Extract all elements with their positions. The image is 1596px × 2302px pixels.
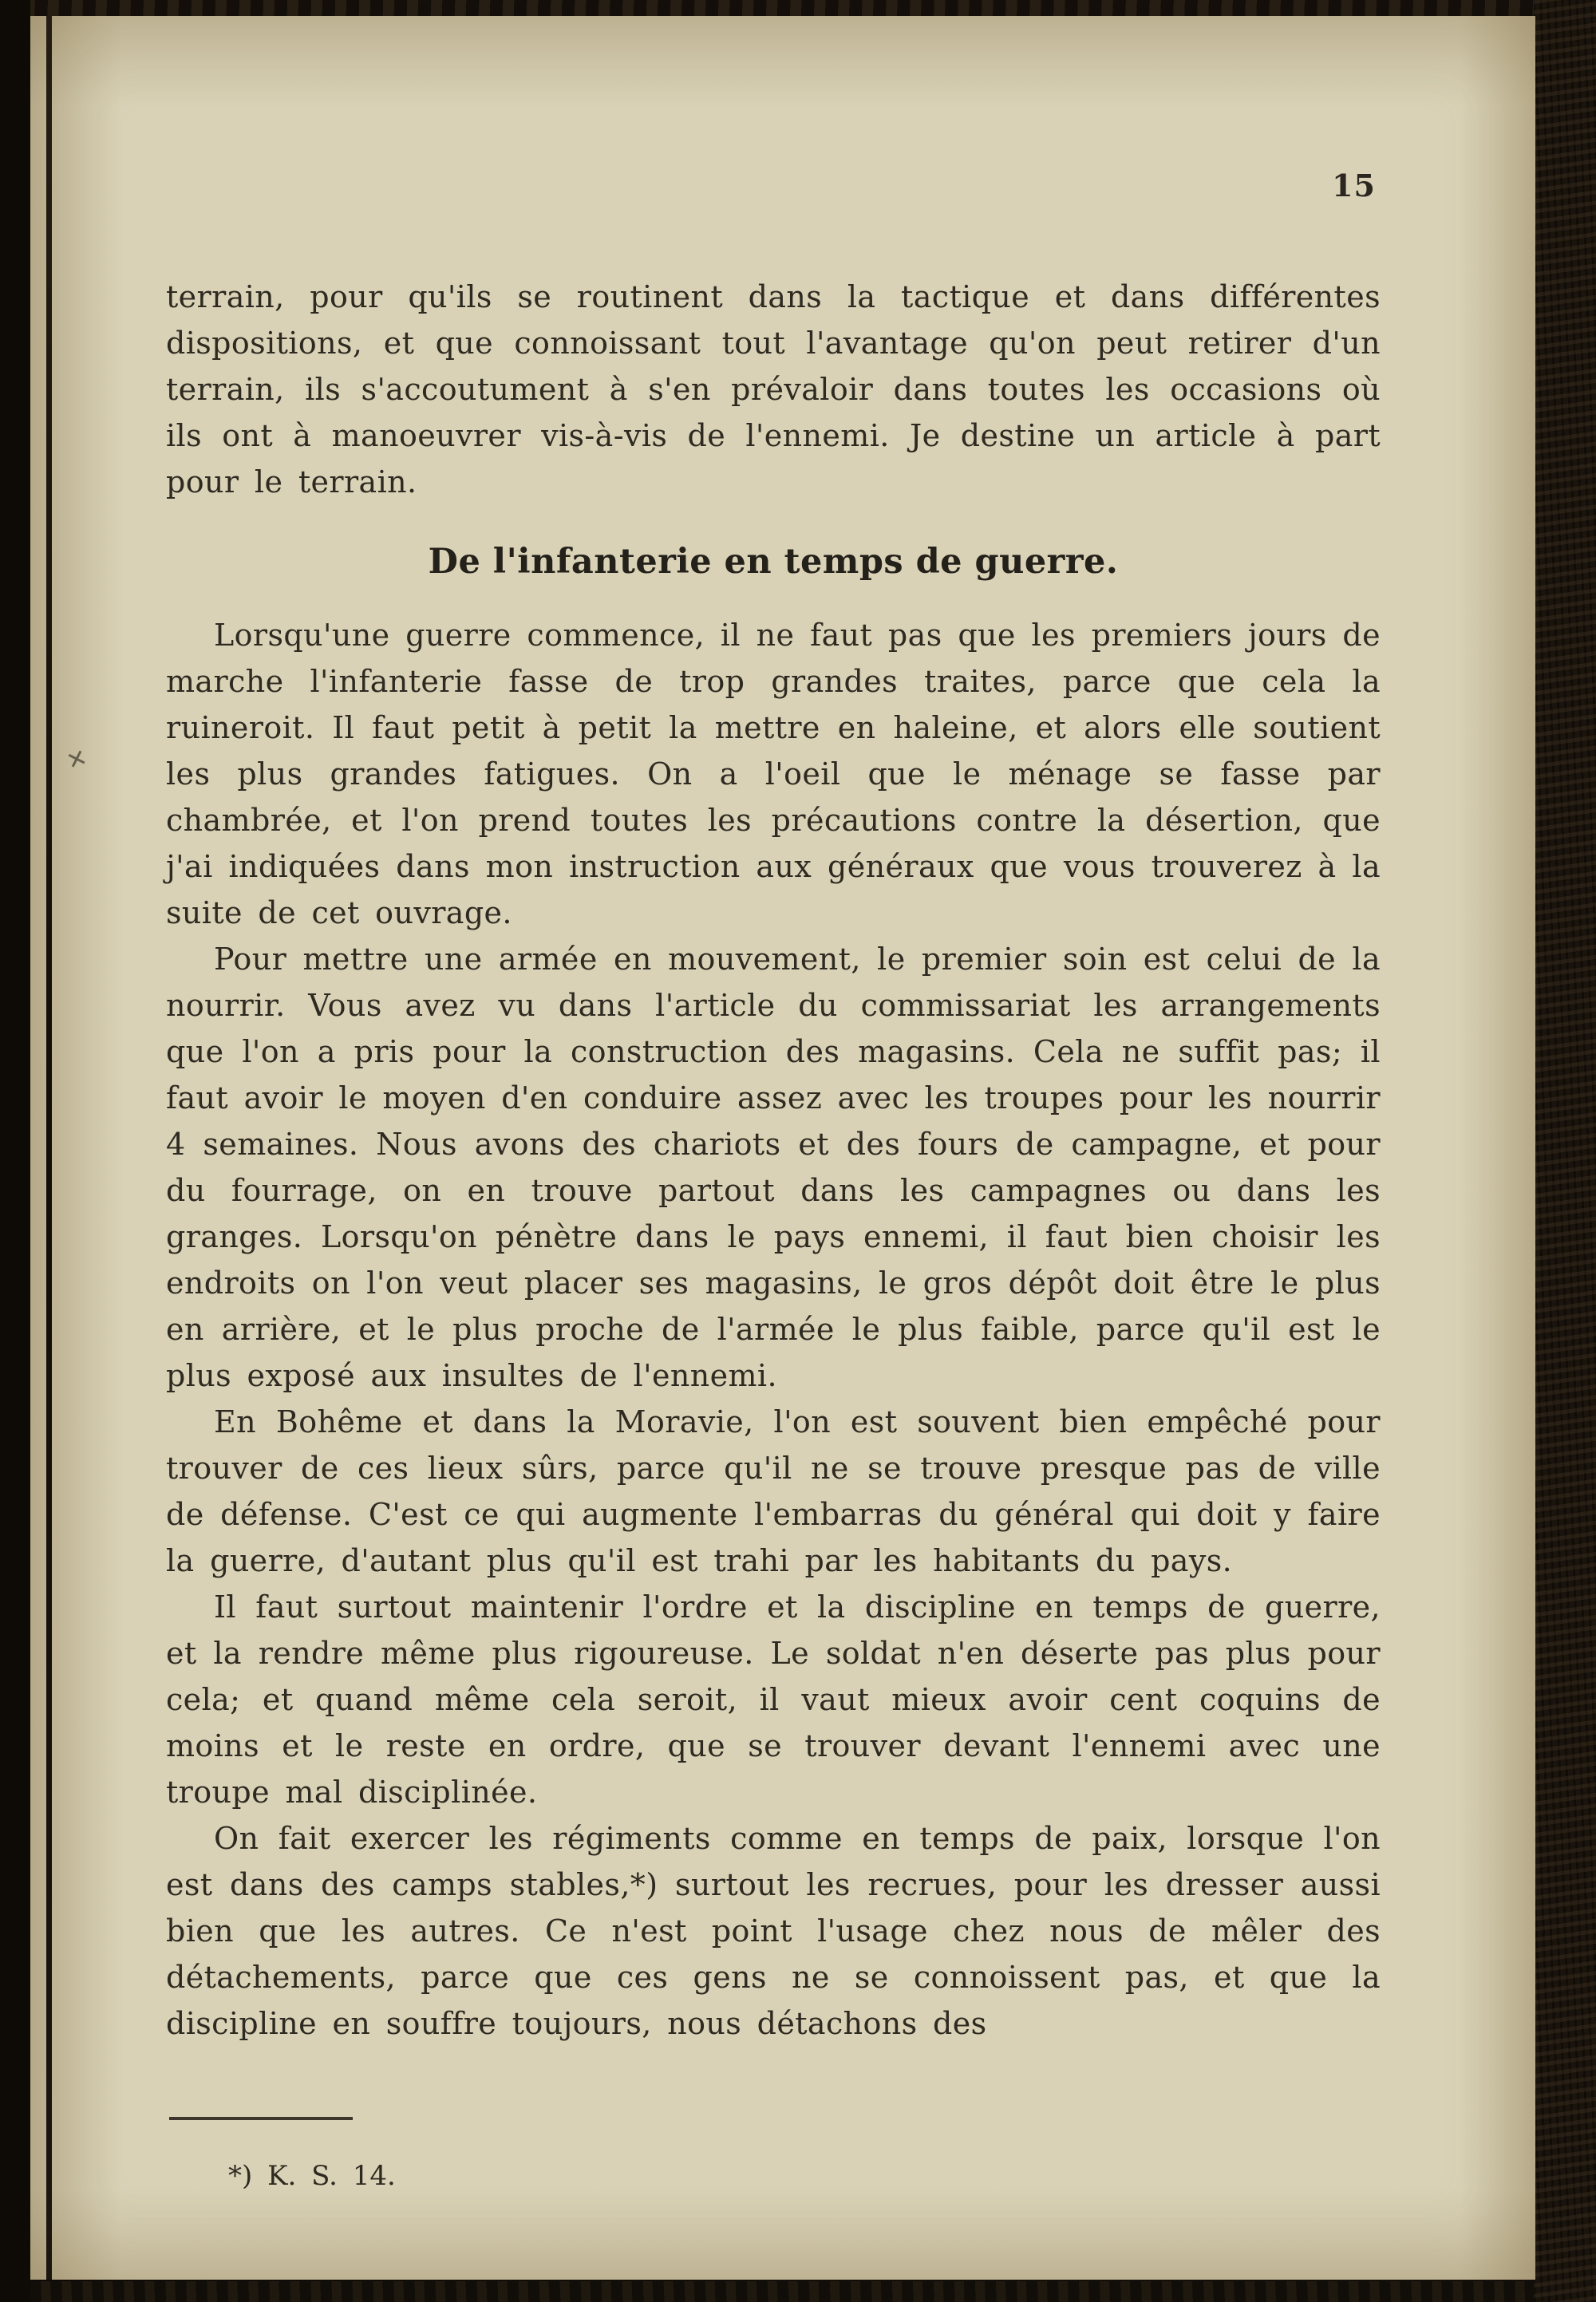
footnote-block: [166, 2117, 1381, 2193]
page-content: [166, 168, 1381, 2193]
footnote-divider: [169, 2117, 353, 2120]
body-paragraph: Pour mettre une armée en mouvement, le premier soin est celui de la nourrir. Vous avez vu dans l'article du commissariat les arrangements que l'on a pris pour la construction des magasins. Cela ne suffit pas; il faut avoir le moyen d'en conduire assez avec les troupes pour les nourrir 4 semaines. Nous avons des chariots et des fours de campagne, et pour du fourrage, on en trouve partout dans les campagnes ou dans les granges. Lorsqu'on pénètre dans le pays ennemi, il faut bien choisir les endroits on l'on veut placer ses magasins, le gros dépôt doit être le plus en arrière, et le plus proche de l'armée le plus faible, parce qu'il est le plus exposé aux insultes de l'ennemi.: [166, 942, 1381, 1393]
book-cover-top-edge: [0, 0, 1596, 16]
body-paragraph: En Bohême et dans la Moravie, l'on est souvent bien empêché pour trouver de ces lieux sûrs, parce qu'il ne se trouve presque pas de ville de défense. C'est ce qui augmente l'embarras du général qui doit y faire la guerre, d'autant plus qu'il est trahi par les habitants du pays.: [166, 1404, 1381, 1578]
footnote: *) K. S. 14.: [228, 2160, 396, 2192]
book-page: [30, 16, 1535, 2280]
page-gutter-line: [46, 16, 52, 2280]
page-number: 15: [1332, 168, 1376, 203]
book-cover-right-edge: [1534, 0, 1596, 2302]
body-paragraph: Lorsqu'une guerre commence, il ne faut pas que les premiers jours de marche l'infanterie fasse de trop grandes traites, parce que cela la ruineroit. Il faut petit à petit la mettre en haleine, et alors elle soutient les plus grandes fatigues. On a l'oeil que le ménage se fasse par chambrée, et l'on prend toutes les précautions contre la désertion, que j'ai indiquées dans mon instruction aux généraux que vous trouverez à la suite de cet ouvrage.: [166, 618, 1381, 930]
section-heading: De l'infanterie en temps de guerre.: [428, 542, 1119, 582]
body-paragraph-intro: terrain, pour qu'ils se routinent dans la tactique et dans différentes dispositions, et que connoissant tout l'avantage qu'on peut retirer d'un terrain, ils s'accoutument à s'en prévaloir dans toutes les occasions où ils ont à manoeuvrer vis-à-vis de l'ennemi. Je destine un article à part pour le terrain.: [166, 279, 1381, 499]
body-paragraph: On fait exercer les régiments comme en temps de paix, lorsque l'on est dans des camps stables,*) surtout les recrues, pour les dresser aussi bien que les autres. Ce n'est point l'usage chez nous de mêler des détachements, parce que ces gens ne se connoissent pas, et que la discipline en souffre toujours, nous détachons des: [166, 1821, 1381, 2041]
book-cover-left-edge: [0, 0, 30, 2302]
body-paragraph: Il faut surtout maintenir l'ordre et la discipline en temps de guerre, et la rendre même plus rigoureuse. Le soldat n'en déserte pas plus pour cela; et quand même cela seroit, il vaut mieux avoir cent coquins de moins et le reste en ordre, que se trouver devant l'ennemi avec une troupe mal disciplinée.: [166, 1589, 1381, 1810]
book-cover-bottom-edge: [0, 2281, 1596, 2302]
margin-pen-mark: ✕: [63, 743, 91, 777]
